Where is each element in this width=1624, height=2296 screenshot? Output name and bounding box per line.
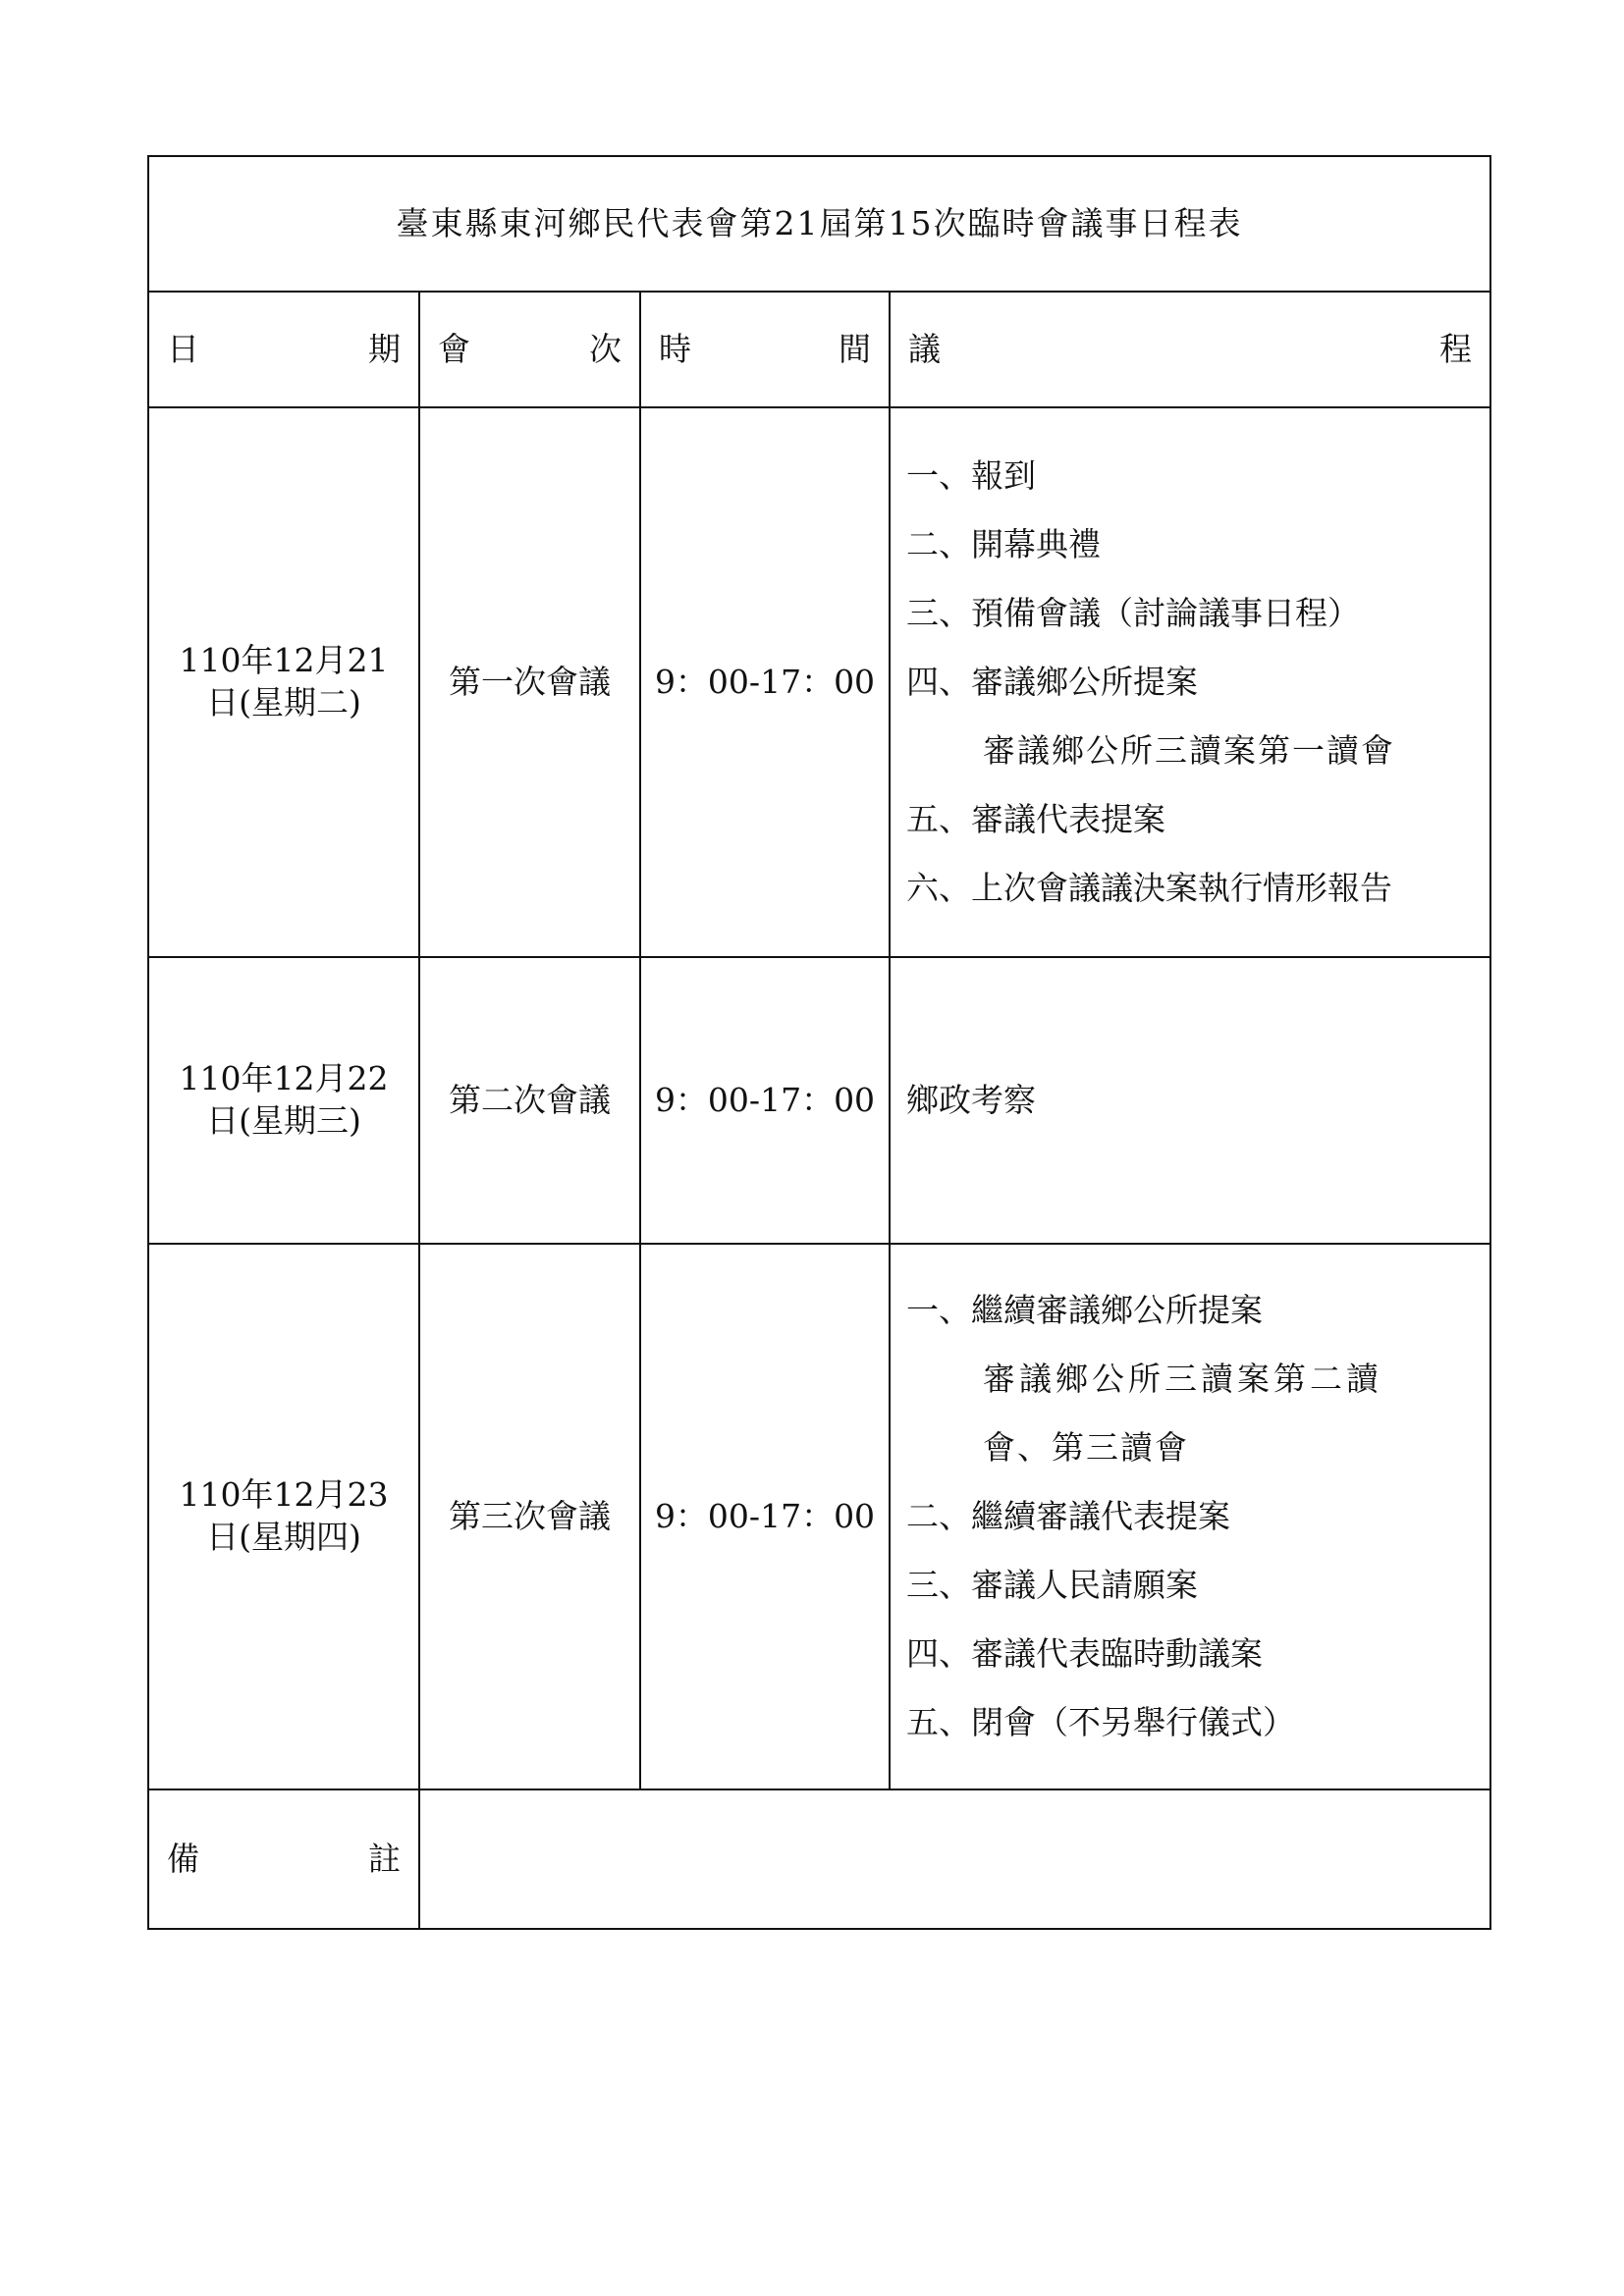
agenda-cell: [890, 1244, 1490, 1789]
agenda-item: 四、審議鄉公所提案: [906, 663, 1198, 701]
agenda-item: 二、開幕典禮: [906, 525, 1101, 563]
notes-content: [419, 1789, 1490, 1929]
table-row: [148, 957, 1490, 1244]
agenda-item: 五、閉會（不另舉行儀式）: [906, 1703, 1295, 1741]
agenda-subitem: 審議鄉公所三讀案第一讀會: [983, 731, 1395, 770]
agenda-item: 五、審議代表提案: [906, 800, 1165, 838]
session-cell: 第二次會議: [419, 957, 640, 1244]
document-title: 臺東縣東河鄉民代表會第21屆第15次臨時會議事日程表: [148, 156, 1490, 292]
session-cell: 第一次會議: [419, 407, 640, 957]
header-time: 時 間: [640, 292, 890, 407]
time-cell: 9：00-17：00: [640, 1244, 890, 1789]
time-cell: 9：00-17：00: [640, 957, 890, 1244]
agenda-cell: [890, 957, 1490, 1244]
notes-row: [148, 1789, 1490, 1929]
header-row: [148, 292, 1490, 407]
agenda-item: 六、上次會議議決案執行情形報告: [906, 869, 1392, 907]
header-agenda: 議 程: [890, 292, 1490, 407]
agenda-item: 一、繼續審議鄉公所提案: [906, 1291, 1263, 1329]
date-cell: 110年12月23 日(星期四): [148, 1244, 419, 1789]
table-row: [148, 407, 1490, 957]
schedule-table: [147, 155, 1491, 1930]
header-date: 日 期: [148, 292, 419, 407]
date-cell: 110年12月22 日(星期三): [148, 957, 419, 1244]
time-cell: 9：00-17：00: [640, 407, 890, 957]
agenda-item: 鄉政考察: [906, 1081, 1036, 1119]
agenda-cell: [890, 407, 1490, 957]
agenda-item: 一、報到: [906, 456, 1036, 495]
header-session: 會 次: [419, 292, 640, 407]
agenda-subitem: 會、第三讀會: [983, 1428, 1189, 1467]
agenda-item: 三、預備會議（討論議事日程）: [906, 594, 1360, 632]
notes-label: 備 註: [148, 1789, 419, 1929]
session-cell: 第三次會議: [419, 1244, 640, 1789]
agenda-item: 四、審議代表臨時動議案: [906, 1634, 1263, 1673]
table-row: [148, 1244, 1490, 1789]
agenda-item: 二、繼續審議代表提案: [906, 1497, 1230, 1535]
agenda-subitem: 審議鄉公所三讀案第二讀: [983, 1360, 1382, 1398]
date-cell: 110年12月21 日(星期二): [148, 407, 419, 957]
agenda-item: 三、審議人民請願案: [906, 1566, 1198, 1604]
